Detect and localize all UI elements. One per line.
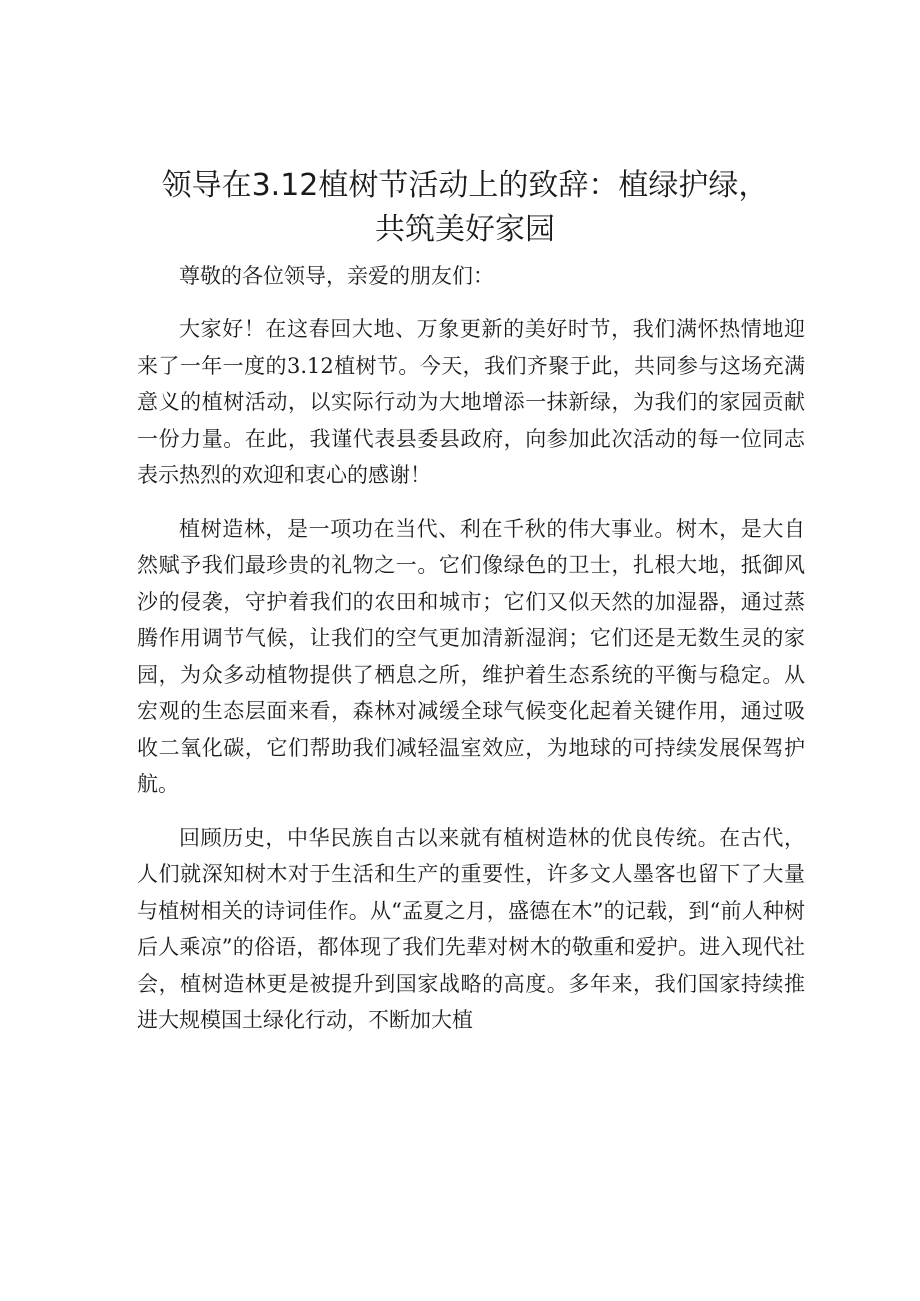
salutation: 尊敬的各位领导，亲爱的朋友们： [179, 264, 494, 288]
paragraph-history: 回顾历史，中华民族自古以来就有植树造林的优良传统。在古代，人们就深知树木对于生活和生产的重要性，许多文人墨客也留下了大量与植树相关的诗词佳作。从“孟夏之月，盛德在木”的记载，到“前人种树后人乘凉”的俗语，都体现了我们先辈对树木的敬重和爱护。进入现代社会，植树造林更是被提升到国家战略的高度。多年来，我们国家持续推进大规模国土绿化行动，不断加大植 [137, 825, 805, 1032]
title-line-2: 共筑美好家园 [375, 212, 555, 247]
document-body [137, 258, 805, 1039]
paragraph-significance: 植树造林，是一项功在当代、利在千秋的伟大事业。树木，是大自然赋予我们最珍贵的礼物之一。它们像绿色的卫士，扎根大地，抵御风沙的侵袭，守护着我们的农田和城市；它们又似天然的加湿器，通过蒸腾作用调节气候，让我们的空气更加清新湿润；它们还是无数生灵的家园，为众多动植物提供了栖息之所，维护着生态系统的平衡与稳定。从宏观的生态层面来看，森林对减缓全球气候变化起着关键作用，通过吸收二氧化碳，它们帮助我们减轻温室效应，为地球的可持续发展保驾护航。 [137, 516, 805, 796]
title-line-1: 领导在3.12植树节活动上的致辞：植绿护绿， [161, 168, 769, 203]
document-title [130, 164, 800, 252]
paragraph-welcome: 大家好！在这春回大地、万象更新的美好时节，我们满怀热情地迎来了一年一度的3.12植树节。今天，我们齐聚于此，共同参与这场充满意义的植树活动，以实际行动为大地增添一抹新绿，为我们的家园贡献一份力量。在此，我谨代表县委县政府，向参加此次活动的每一位同志表示热烈的欢迎和衷心的感谢！ [137, 317, 805, 487]
